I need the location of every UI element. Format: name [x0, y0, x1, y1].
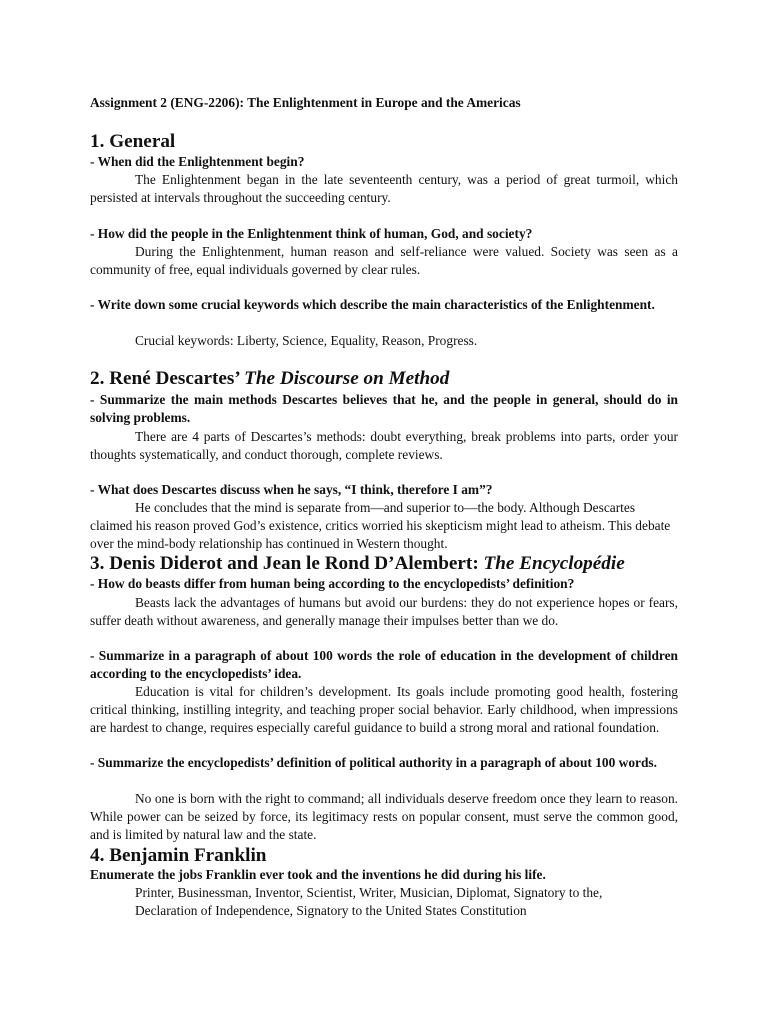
- section-1-answer-3: Crucial keywords: Liberty, Science, Equality, Reason, Progress.: [135, 333, 478, 348]
- section-4-question-1: Enumerate the jobs Franklin ever took and the inventions he did during his life.: [90, 867, 546, 882]
- section-4-heading: 4. Benjamin Franklin: [90, 845, 267, 866]
- section-3-answer-1: Beasts lack the advantages of humans but avoid our burdens: they do not experience hopes or fears, suffer death without awareness, and generally manage their impulses better than we do.: [90, 595, 678, 628]
- section-4-answer-line: Printer, Businessman, Inventor, Scientist, Writer, Musician, Diplomat, Signatory to the,: [135, 885, 603, 900]
- section-2-heading: [90, 368, 678, 390]
- section-3-question-3: - Summarize the encyclopedists’ definition of political authority in a paragraph of about 100 words.: [90, 755, 657, 770]
- section-1-question-1: - When did the Enlightenment begin?: [90, 154, 305, 169]
- section-3-question-2: - Summarize in a paragraph of about 100 words the role of education in the development of children according to the encyclopedists’ idea.: [90, 648, 678, 681]
- section-2-question-1: - Summarize the main methods Descartes believes that he, and the people in general, should do in solving problems.: [90, 392, 678, 425]
- section-3-heading-work-title: The Encyclopédie: [483, 553, 625, 574]
- section-1-question-3: - Write down some crucial keywords which describe the main characteristics of the Enlightenment.: [90, 297, 655, 312]
- section-4-answer-line: Declaration of Independence, Signatory to the United States Constitution: [135, 902, 527, 918]
- section-2-heading-work-title: The Discourse on Method: [244, 368, 450, 389]
- section-2-answer-2: He concludes that the mind is separate from—and superior to—the body. Although Descartes claimed his reason proved God’s existence, critics worried his skepticism might lead to atheism. This debate over the mind-body relationship has continued in Western thought.: [90, 500, 671, 551]
- section-1-question-2: - How did the people in the Enlightenment think of human, God, and society?: [90, 226, 533, 241]
- section-2-answer-1: There are 4 parts of Descartes’s methods: doubt everything, break problems into parts, order your thoughts systematically, and conduct thorough, complete reviews.: [90, 429, 678, 462]
- assignment-title: Assignment 2 (ENG-2206): The Enlightenment in Europe and the Americas: [90, 95, 521, 110]
- section-2-heading-prefix: 2. René Descartes’: [90, 368, 245, 389]
- section-3-answer-2: Education is vital for children’s development. Its goals include promoting good health, fostering critical thinking, instilling integrity, and teaching proper social behavior. Early childhood, when impressions are hardest to change, requires especially careful guidance to build a strong moral and rational foundation.: [90, 684, 678, 735]
- section-3-answer-3: No one is born with the right to command; all individuals deserve freedom once they learn to reason. While power can be seized by force, its legitimacy rests on popular consent, must serve the common good, and is limited by natural law and the state.: [90, 791, 678, 842]
- section-4-answer-list: [135, 884, 675, 920]
- section-1-answer-2: During the Enlightenment, human reason and self-reliance were valued. Society was seen as a community of free, equal individuals governed by clear rules.: [90, 244, 678, 277]
- section-1-heading: 1. General: [90, 131, 176, 152]
- section-1-answer-1: The Enlightenment began in the late seventeenth century, was a period of great turmoil, which persisted at intervals throughout the succeeding century.: [90, 172, 678, 205]
- section-3-heading-prefix: 3. Denis Diderot and Jean le Rond D’Alembert:: [90, 553, 484, 574]
- section-2-question-2: - What does Descartes discuss when he says, “I think, therefore I am”?: [90, 482, 493, 497]
- section-3-heading: [90, 553, 678, 575]
- section-3-question-1: - How do beasts differ from human being according to the encyclopedists’ definition?: [90, 576, 575, 591]
